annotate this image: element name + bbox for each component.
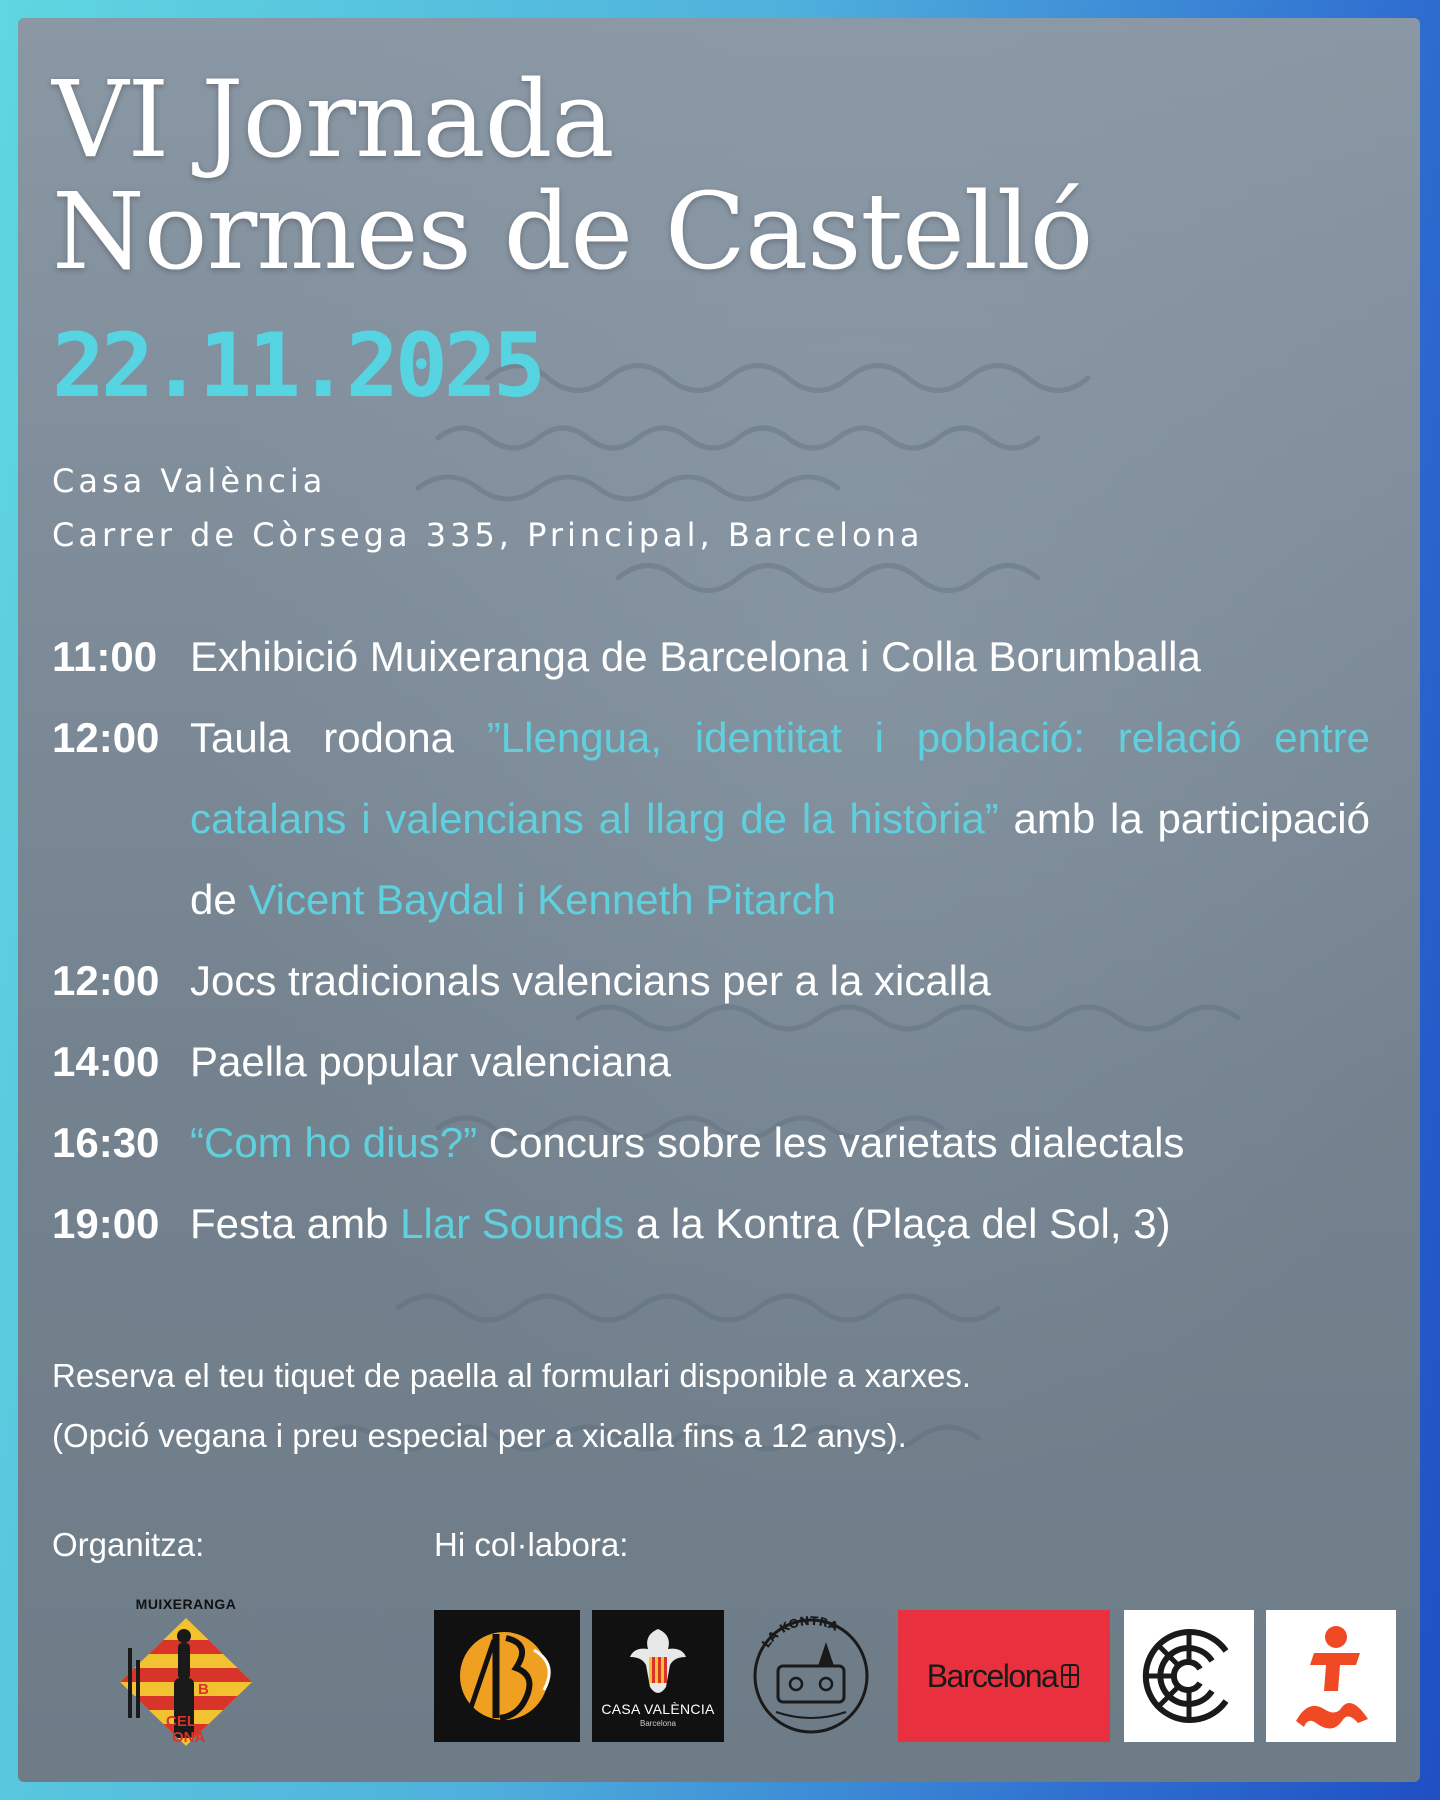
colabora-label: Hi col·labora: — [434, 1526, 629, 1563]
schedule-row — [52, 940, 1372, 1021]
borumballa-logo — [434, 1610, 580, 1742]
schedule-row — [52, 1021, 1372, 1102]
participants: Vicent Baydal i Kenneth Pitarch — [248, 876, 836, 923]
barcelona-logo-text: Barcelona — [926, 1657, 1058, 1694]
casa-valencia-logo — [592, 1610, 724, 1742]
schedule — [52, 616, 1372, 1264]
band-name: Llar Sounds — [400, 1200, 625, 1247]
bat-shield-icon — [623, 1625, 693, 1697]
schedule-text-mid: amb la participació de — [190, 795, 1370, 923]
event-title — [52, 58, 1093, 293]
schedule-text: Paella popular valenciana — [190, 1038, 672, 1085]
schedule-row — [52, 616, 1372, 697]
venue — [52, 454, 924, 562]
note-line-1: Reserva el teu tiquet de paella al formulari disponible a xarxes. — [52, 1357, 972, 1394]
schedule-time: 14:00 — [52, 1038, 160, 1085]
casa-valencia-logo-text: CASA VALÈNCIA — [601, 1700, 715, 1717]
schedule-text-post: Concurs sobre les varietats dialectals — [477, 1119, 1185, 1166]
muixeranga-letters-3: CEL — [166, 1713, 196, 1730]
event-date: 22.11.2025 — [52, 314, 542, 417]
schedule-text: Jocs tradicionals valencians per a la xicalla — [190, 957, 991, 1004]
muixeranga-letters-1: B — [198, 1681, 209, 1698]
muixeranga-letters-2: AR — [198, 1697, 220, 1714]
schedule-text — [190, 1183, 1372, 1264]
barcelona-logo — [898, 1610, 1110, 1742]
note-line-2: (Opció vegana i preu especial per a xicalla fins a 12 anys). — [52, 1417, 907, 1454]
title-line-1: VI Jornada — [52, 58, 614, 181]
muixeranga-letters-4: ONA — [172, 1729, 206, 1746]
schedule-time: 12:00 — [52, 714, 160, 761]
la-kontra-logo — [736, 1610, 886, 1742]
barcelona-shield-icon — [1059, 1661, 1081, 1691]
schedule-text — [190, 1102, 1372, 1183]
poster — [18, 18, 1420, 1782]
schedule-text-pre: Festa amb — [190, 1200, 401, 1247]
schedule-row — [52, 697, 1372, 940]
figure-logo — [1266, 1610, 1396, 1742]
circle-c-icon — [1134, 1621, 1244, 1731]
schedule-time: 19:00 — [52, 1200, 160, 1247]
reservation-note — [52, 1346, 971, 1466]
muixeranga-logo — [114, 1596, 258, 1758]
round-table-title: ”Llengua, identitat i població: relació entre catalans i valencians al llarg de la història” — [190, 714, 1370, 842]
schedule-text-pre: Taula rodona — [190, 714, 487, 761]
schedule-text — [190, 697, 1370, 940]
muixeranga-emblem-icon — [114, 1612, 258, 1752]
schedule-text-post: a la Kontra (Plaça del Sol, 3) — [624, 1200, 1171, 1247]
title-line-2: Normes de Castelló — [52, 170, 1093, 293]
borumballa-emblem-icon — [434, 1610, 580, 1742]
cultural-c-logo — [1124, 1610, 1254, 1742]
schedule-time: 16:30 — [52, 1119, 160, 1166]
la-kontra-emblem-icon — [736, 1610, 886, 1742]
svg-text:LA KONTRA — [759, 1614, 841, 1651]
muixeranga-logo-text: MUIXERANGA — [135, 1596, 237, 1612]
schedule-row — [52, 1102, 1372, 1183]
organiza-label: Organitza: — [52, 1526, 205, 1563]
schedule-text: Exhibició Muixeranga de Barcelona i Colla Borumballa — [190, 633, 1201, 680]
figure-icon — [1276, 1621, 1386, 1731]
casa-valencia-logo-subtext: Barcelona — [639, 1718, 677, 1728]
la-kontra-logo-text: LA KONTRA — [758, 1613, 841, 1651]
schedule-row — [52, 1183, 1372, 1264]
schedule-time: 12:00 — [52, 957, 160, 1004]
schedule-time: 11:00 — [52, 633, 158, 680]
contest-name: “Com ho dius?” — [190, 1119, 478, 1166]
venue-address: Carrer de Còrsega 335, Principal, Barcelona — [52, 516, 924, 554]
venue-name: Casa València — [52, 462, 327, 500]
